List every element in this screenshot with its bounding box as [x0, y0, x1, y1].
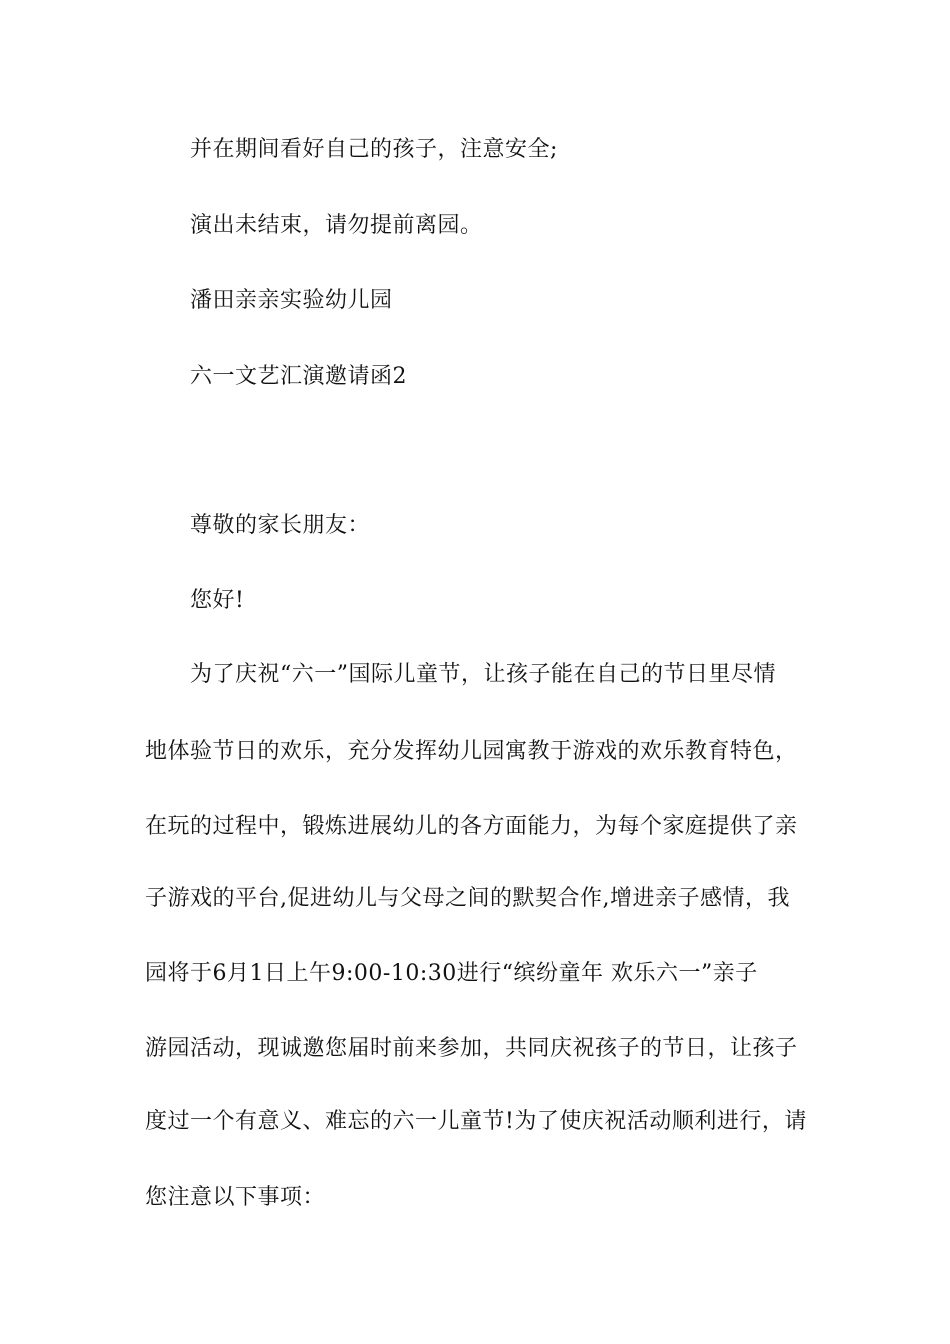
text-line-safety: 并在期间看好自己的孩子，注意安全;: [190, 137, 558, 162]
salutation: 尊敬的家长朋友：: [190, 513, 371, 538]
paragraph-line: 您注意以下事项：: [145, 1185, 326, 1210]
paragraph-line: 园将于6月1日上午9:00-10:30进行“缤纷童年 欢乐六一”亲子: [145, 961, 758, 986]
paragraph-line: 度过一个有意义、难忘的六一儿童节!为了使庆祝活动顺利进行，请: [145, 1109, 807, 1134]
section-title: 六一文艺汇演邀请函2: [190, 364, 407, 389]
paragraph-line: 在玩的过程中，锻炼进展幼儿的各方面能力，为每个家庭提供了亲: [145, 814, 798, 839]
paragraph-line: 为了庆祝“六一”国际儿童节，让孩子能在自己的节日里尽情: [190, 662, 776, 687]
paragraph-line: 地体验节日的欢乐，充分发挥幼儿园寓教于游戏的欢乐教育特色，: [145, 739, 798, 764]
greeting: 您好!: [190, 588, 245, 613]
text-line-no-early-leave: 演出未结束，请勿提前离园。: [190, 213, 483, 238]
kindergarten-name: 潘田亲亲实验幼儿园: [190, 288, 393, 313]
paragraph-line: 子游戏的平台,促进幼儿与父母之间的默契合作,增进亲子感情，我: [145, 886, 790, 911]
paragraph-line: 游园活动，现诚邀您届时前来参加，共同庆祝孩子的节日，让孩子: [145, 1036, 798, 1061]
